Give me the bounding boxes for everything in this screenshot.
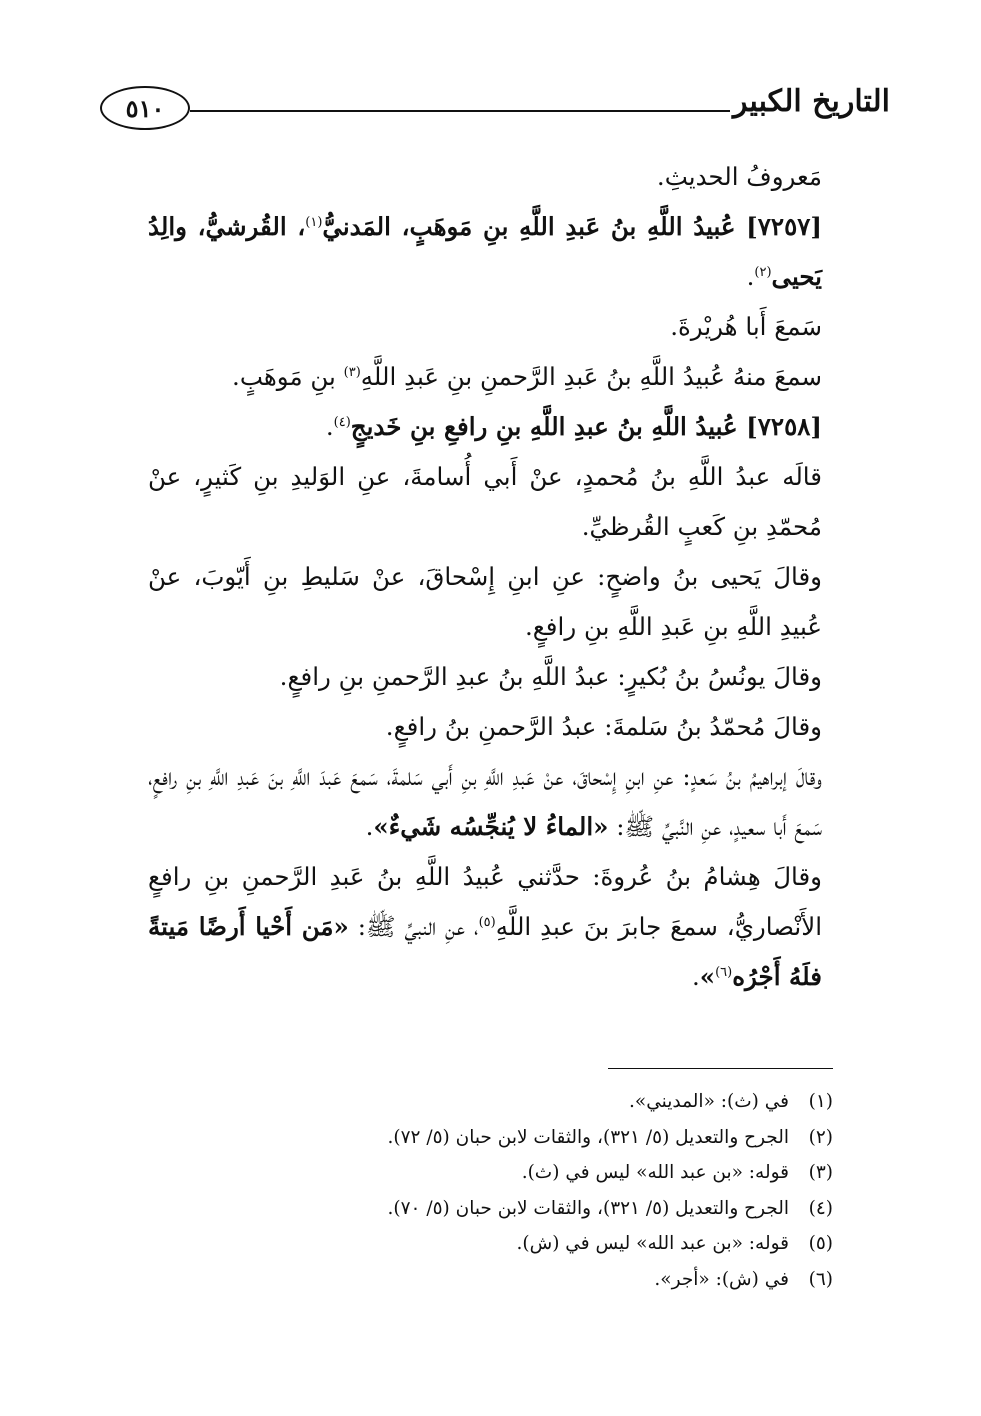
entry-heading: [٧٢٥٨] عُبيدُ اللَّهِ بنُ عبدِ اللَّهِ بنِ رافعِ بنِ خَديجٍ <box>350 412 822 441</box>
text-line: مَعروفُ الحديثِ. <box>656 162 822 191</box>
hadith-quote: «مَن أَحْيا أَرضًا مَيتةً فلَهُ أَجْرُه <box>148 912 822 991</box>
footnote-ref: (٢) <box>754 264 772 280</box>
footnote-item <box>131 1226 833 1262</box>
entry-7258: [٧٢٥٨] عُبيدُ اللَّهِ بنُ عبدِ اللَّهِ بنِ رافعِ بنِ خَديجٍ$^{(٤)}$. <box>325 412 822 441</box>
footnote-text: قوله: «بن عبد الله» ليس في (ش). <box>516 1233 789 1254</box>
paragraph: وقالَ هِشامُ بنُ عُروةَ: حدَّثني عُبيدُ اللَّهِ بنُ عَبدِ الرَّحمنِ بنِ رافعٍ الأَنْصاريُّ، سمعَ جابرَ بنَ عبدِ اللَّهِ$^{(٥)}$، عنِ النبيِّ ﷺ: «مَن أَحْيا أَرضًا مَيتةً فلَهُ أَجْرُه$^{(٦)}$». <box>148 862 823 991</box>
footnote-text: الجرح والتعديل (٥/ ٣٢١)، والثقات لابن حبان (٥/ ٧٠). <box>387 1197 789 1219</box>
entry-7257: [٧٢٥٧] عُبيدُ اللَّهِ بنُ عَبدِ اللَّهِ بنِ مَوهَبٍ، المَدنيُّ$^{(١)}$، القُرشيُّ، والِدُ يَحيى$^{(٢)}$. <box>148 212 822 291</box>
paragraph: وقالَ إبراهيمُ بنُ سَعدٍ: عنِ ابنِ إِسْحاقَ، عنْ عَبدِ اللَّهِ بنِ أَبي سَلمةَ، سَمعَ عَبدَ اللَّهِ بنَ عَبدِ اللَّهِ بنِ رافعٍ، سَمعَ أَبا سعيدٍ، عنِ النَّبيِّ ﷺ: «الماءُ لا يُنجِّسُه شَيءٌ». <box>148 762 822 841</box>
book-title: التاريخ الكبير <box>732 84 890 119</box>
footnotes <box>131 1084 833 1297</box>
footnote-ref: (٤) <box>333 414 351 430</box>
page-number: ٥١٠ <box>100 86 190 130</box>
paragraph: قالَه عبدُ اللَّهِ بنُ مُحمدٍ، عنْ أَبي أُسامةَ، عنِ الوَليدِ بنِ كَثيرٍ، عنْ مُحمّدِ بنِ كَعبٍ القُرظيِّ. <box>148 462 822 541</box>
footnote-text: في (ث): «المديني». <box>629 1091 789 1112</box>
footnote-text: الجرح والتعديل (٥/ ٣٢١)، والثقات لابن حبان (٥/ ٧٢). <box>387 1126 789 1148</box>
footnote-ref: (٦) <box>715 964 733 980</box>
paragraph: وقالَ يونُسُ بنُ بُكيرٍ: عبدُ اللَّهِ بنُ عبدِ الرَّحمنِ بنِ رافعٍ. <box>279 662 822 691</box>
footnote-number: (٤) <box>808 1197 833 1219</box>
paragraph: وقالَ يَحيى بنُ واضحٍ: عنِ ابنِ إِسْحاقَ، عنْ سَليطِ بنِ أَيّوبَ، عنْ عُبيدِ اللَّهِ بنِ عَبدِ اللَّهِ بنِ رافعٍ. <box>148 562 822 641</box>
footnote-separator <box>608 1068 833 1069</box>
footnote-item <box>131 1120 833 1156</box>
running-header <box>100 78 890 138</box>
footnote-number: (١) <box>808 1091 833 1112</box>
main-text <box>148 152 850 1002</box>
footnote-number: (٥) <box>808 1233 833 1254</box>
paragraph: وقالَ مُحمّدُ بنُ سَلمةَ: عبدُ الرَّحمنِ بنُ رافعٍ. <box>385 712 822 741</box>
footnote-item <box>131 1262 833 1298</box>
footnote-item <box>131 1084 833 1120</box>
footnote-item <box>131 1155 833 1191</box>
footnote-ref: (٣) <box>343 364 361 380</box>
footnote-item <box>131 1191 833 1227</box>
header-rule <box>190 110 730 112</box>
hadith-quote: «الماءُ لا يُنجِّسُه شَيءٌ» <box>373 812 609 841</box>
footnote-ref: (٥) <box>478 914 496 930</box>
text-line: سَمعَ أَبا هُريْرةَ. <box>670 312 822 341</box>
footnote-number: (٣) <box>808 1162 833 1183</box>
footnote-text: قوله: «بن عبد الله» ليس في (ث). <box>521 1162 789 1183</box>
text-line: سمعَ منهُ عُبيدُ اللَّهِ بنُ عَبدِ الرَّحمنِ بنِ عَبدِ اللَّهِ$^{(٣)}$ بنِ مَوهَبٍ. <box>232 362 822 391</box>
footnote-ref: (١) <box>305 214 323 230</box>
footnote-number: (٦) <box>808 1268 833 1290</box>
footnote-text: في (ش): «أجر». <box>654 1268 789 1290</box>
entry-heading: [٧٢٥٧] عُبيدُ اللَّهِ بنُ عَبدِ اللَّهِ بنِ مَوهَبٍ، المَدنيُّ <box>322 212 822 241</box>
footnote-number: (٢) <box>808 1126 833 1148</box>
